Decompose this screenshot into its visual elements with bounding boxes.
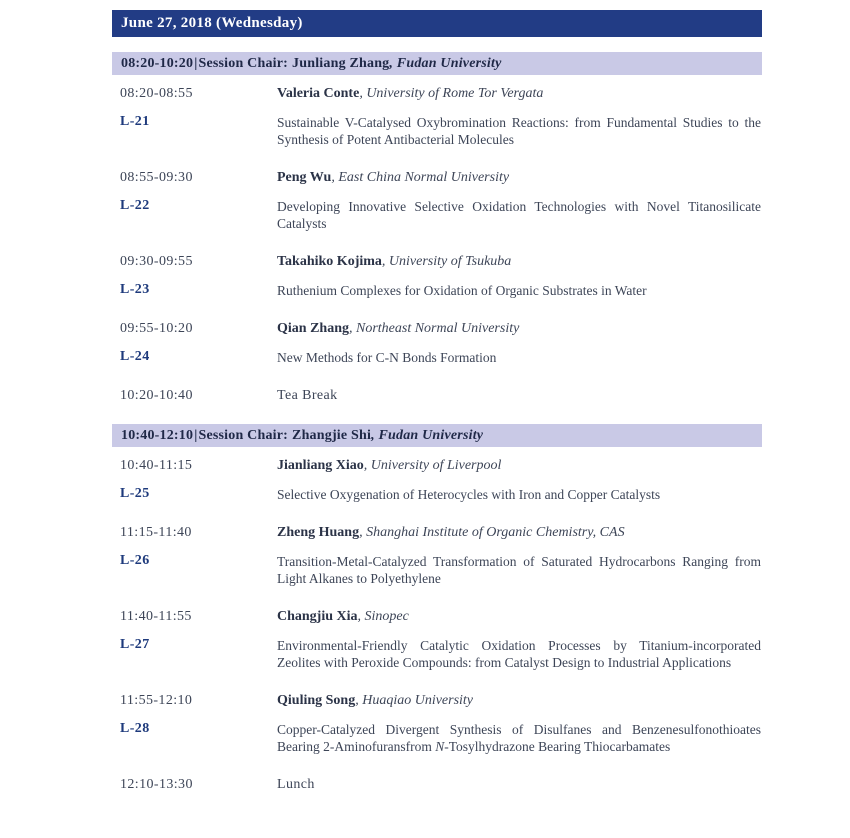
schedule [112, 52, 762, 793]
talk-title: Transition-Metal-Catalyzed Transformation of Saturated Hydrocarbons Ranging from Light Alkanes to Polyethylene [277, 554, 761, 586]
talk-title: Environmental-Friendly Catalytic Oxidation Processes by Titanium-incorporated Zeolites with Peroxide Compounds: from Catalyst Design to Industrial Applications [277, 638, 761, 670]
speaker-name: Changjiu Xia [277, 609, 358, 624]
date-banner: June 27, 2018 (Wednesday) [112, 10, 762, 37]
speaker-name: Valeria Conte [277, 86, 360, 101]
speaker-affiliation: , Shanghai Institute of Organic Chemistry, CAS [359, 525, 625, 540]
talk-item [112, 170, 762, 232]
session-header [112, 52, 762, 75]
speaker-name: Zheng Huang [277, 525, 360, 540]
talk-title: Sustainable V-Catalysed Oxybromination Reactions: from Fundamental Studies to the Synthesis of Potent Antibacterial Molecules [277, 115, 761, 147]
talk-title-row [112, 282, 762, 299]
session-chair-name: Zhangjie Shi [292, 428, 372, 443]
talk-speaker-row [112, 254, 762, 270]
speaker-affiliation: , University of Tsukuba [381, 254, 512, 269]
talk-title-row [112, 198, 762, 232]
session-chair-label: Session Chair: [198, 428, 289, 443]
speaker-line [277, 458, 762, 474]
talk-item [112, 86, 762, 148]
session-chair-name: Junliang Zhang [292, 56, 390, 71]
speaker-line [277, 321, 762, 337]
speaker-line [277, 170, 762, 186]
speaker-name: Jianliang Xiao [277, 458, 364, 473]
talk-time: 10:40-11:15 [120, 458, 193, 473]
talk-speaker-row [112, 609, 762, 625]
break-row [112, 777, 762, 793]
break-time: 12:10-13:30 [120, 777, 193, 792]
session-chair-affiliation: , Fudan University [371, 428, 484, 443]
title-segment: N [435, 739, 445, 754]
talk-code: L-24 [120, 349, 150, 364]
talk-code: L-27 [120, 637, 150, 652]
talk-title [277, 721, 762, 755]
talk-time: 08:55-09:30 [120, 170, 193, 185]
break-label: Tea Break [277, 388, 338, 403]
talk-code: L-25 [120, 486, 150, 501]
speaker-affiliation: , Huaqiao University [355, 693, 474, 708]
speaker-name: Peng Wu [277, 170, 332, 185]
talk-time: 11:55-12:10 [120, 693, 193, 708]
session-header [112, 424, 762, 447]
talk-time: 11:40-11:55 [120, 609, 192, 624]
speaker-affiliation: , Sinopec [357, 609, 409, 624]
talk-item [112, 321, 762, 366]
speaker-name: Qian Zhang [277, 321, 349, 336]
talk-time: 11:15-11:40 [120, 525, 192, 540]
speaker-line [277, 525, 762, 541]
session-chair-label: Session Chair: [198, 56, 289, 71]
speaker-affiliation: , Northeast Normal University [348, 321, 520, 336]
talk-title-row [112, 486, 762, 503]
speaker-affiliation: , East China Normal University [331, 170, 510, 185]
talk-title-row [112, 349, 762, 366]
title-segment: Copper-Catalyzed Divergent Synthesis of Disulfanes and Benzenesulfonothioates Bearing 2-Aminofuransfrom [277, 722, 761, 754]
speaker-affiliation: , University of Rome Tor Vergata [359, 86, 544, 101]
speaker-line [277, 254, 762, 270]
divider: | [194, 56, 198, 71]
talk-item [112, 458, 762, 503]
program-page [112, 10, 762, 813]
talk-title: Developing Innovative Selective Oxidation Technologies with Novel Titanosilicate Catalysts [277, 199, 761, 231]
talk-speaker-row [112, 86, 762, 102]
talk-time: 08:20-08:55 [120, 86, 193, 101]
talk-title: New Methods for C-N Bonds Formation [277, 350, 497, 365]
speaker-line [277, 86, 762, 102]
talk-time: 09:30-09:55 [120, 254, 193, 269]
talk-code: L-22 [120, 198, 150, 213]
session-chair-affiliation: , Fudan University [389, 56, 502, 71]
talk-code: L-21 [120, 114, 150, 129]
talk-speaker-row [112, 525, 762, 541]
speaker-name: Takahiko Kojima [277, 254, 382, 269]
speaker-line [277, 693, 762, 709]
speaker-affiliation: , University of Liverpool [363, 458, 502, 473]
break-row [112, 388, 762, 404]
talk-item [112, 609, 762, 671]
talk-title: Ruthenium Complexes for Oxidation of Organic Substrates in Water [277, 283, 647, 298]
break-time: 10:20-10:40 [120, 388, 193, 403]
talk-title-row [112, 553, 762, 587]
talk-item [112, 525, 762, 587]
talk-item [112, 693, 762, 755]
speaker-name: Qiuling Song [277, 693, 356, 708]
talk-speaker-row [112, 458, 762, 474]
break-label: Lunch [277, 777, 315, 792]
talk-item [112, 254, 762, 299]
session-time: 08:20-10:20 [121, 56, 194, 71]
divider: | [194, 428, 198, 443]
talk-speaker-row [112, 321, 762, 337]
talk-speaker-row [112, 693, 762, 709]
talk-title-row [112, 114, 762, 148]
talk-time: 09:55-10:20 [120, 321, 193, 336]
talk-title-row [112, 721, 762, 755]
session-time: 10:40-12:10 [121, 428, 194, 443]
talk-speaker-row [112, 170, 762, 186]
talk-code: L-26 [120, 553, 150, 568]
speaker-line [277, 609, 762, 625]
talk-code: L-28 [120, 721, 150, 736]
talk-title: Selective Oxygenation of Heterocycles with Iron and Copper Catalysts [277, 487, 661, 502]
title-segment: -Tosylhydrazone Bearing Thiocarbamates [444, 739, 671, 754]
talk-title-row [112, 637, 762, 671]
talk-code: L-23 [120, 282, 150, 297]
